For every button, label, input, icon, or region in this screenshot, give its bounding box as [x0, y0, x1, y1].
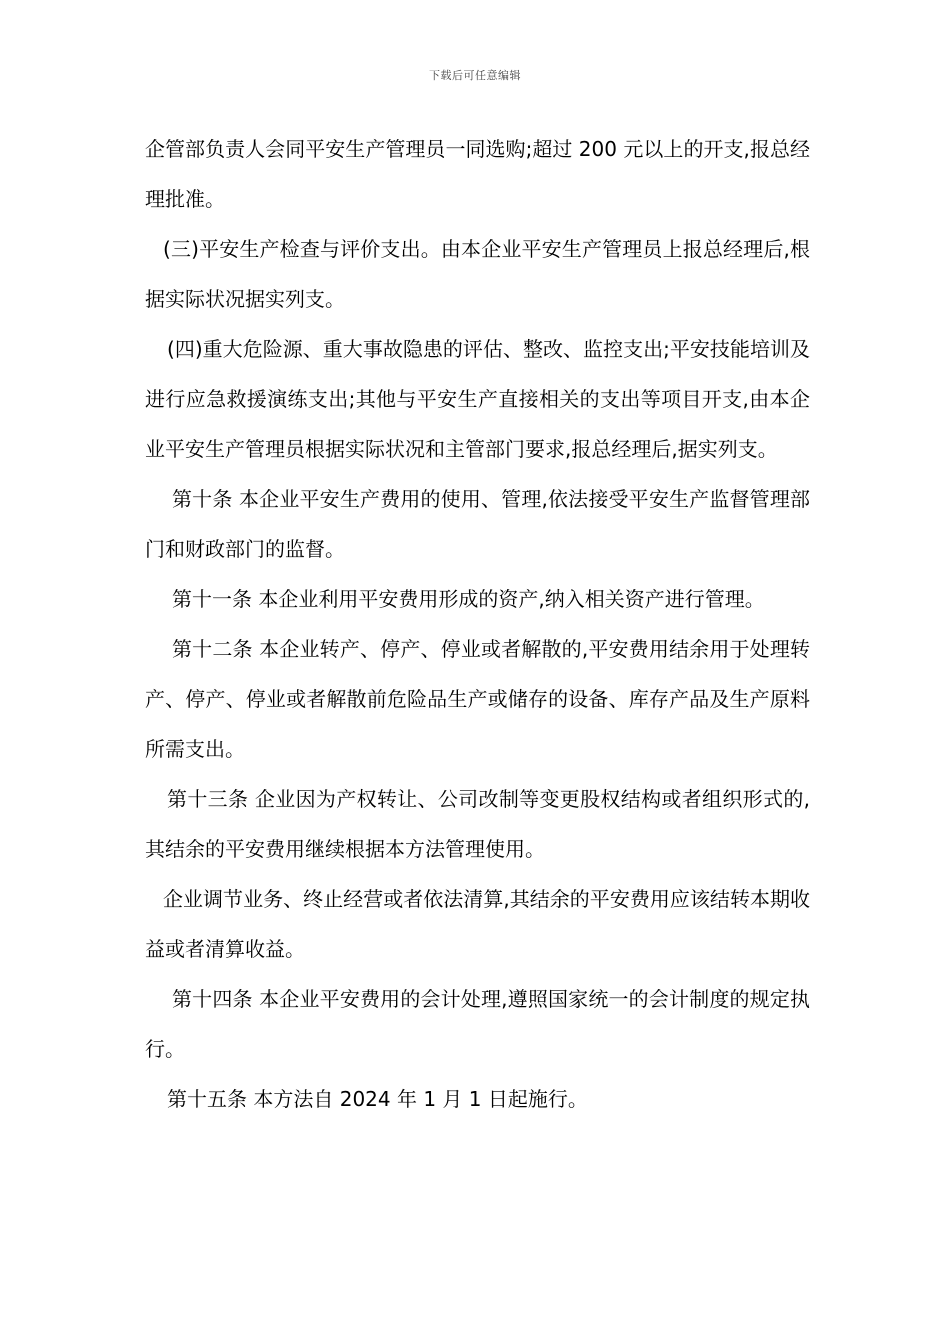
paragraph-settlement: 企业调节业务、终止经营或者依法清算,其结余的平安费用应该结转本期收益或者清算收益。 [145, 887, 810, 961]
paragraph-expense-approval: 企管部负责人会同平安生产管理员一同选购;超过 200 元以上的开支,报总经理批准。 [145, 137, 810, 211]
document-body [145, 124, 810, 1124]
page-header: 下载后可任意编辑 [429, 69, 521, 82]
paragraph-item-4: (四)重大危险源、重大事故隐患的评估、整改、监控支出;平安技能培训及进行应急救援演练支出;其他与平安生产直接相关的支出等项目开支,由本企业平安生产管理员根据实际状况和主管部门要求,报总经理后,据实列支。 [145, 337, 810, 461]
paragraph-article-14: 第十四条 本企业平安费用的会计处理,遵照国家统一的会计制度的规定执行。 [145, 987, 810, 1061]
paragraph-article-15: 第十五条 本方法自 2024 年 1 月 1 日起施行。 [167, 1087, 588, 1111]
paragraph-item-3: (三)平安生产检查与评价支出。由本企业平安生产管理员上报总经理后,根据实际状况据实列支。 [145, 237, 810, 311]
paragraph-article-10: 第十条 本企业平安生产费用的使用、管理,依法接受平安生产监督管理部门和财政部门的监督。 [145, 487, 810, 561]
paragraph-article-11: 第十一条 本企业利用平安费用形成的资产,纳入相关资产进行管理。 [172, 587, 765, 611]
paragraph-article-13: 第十三条 企业因为产权转让、公司改制等变更股权结构或者组织形式的,其结余的平安费用继续根据本方法管理使用。 [145, 787, 810, 861]
paragraph-article-12: 第十二条 本企业转产、停产、停业或者解散的,平安费用结余用于处理转产、停产、停业或者解散前危险品生产或储存的设备、库存产品及生产原料所需支出。 [145, 637, 810, 761]
